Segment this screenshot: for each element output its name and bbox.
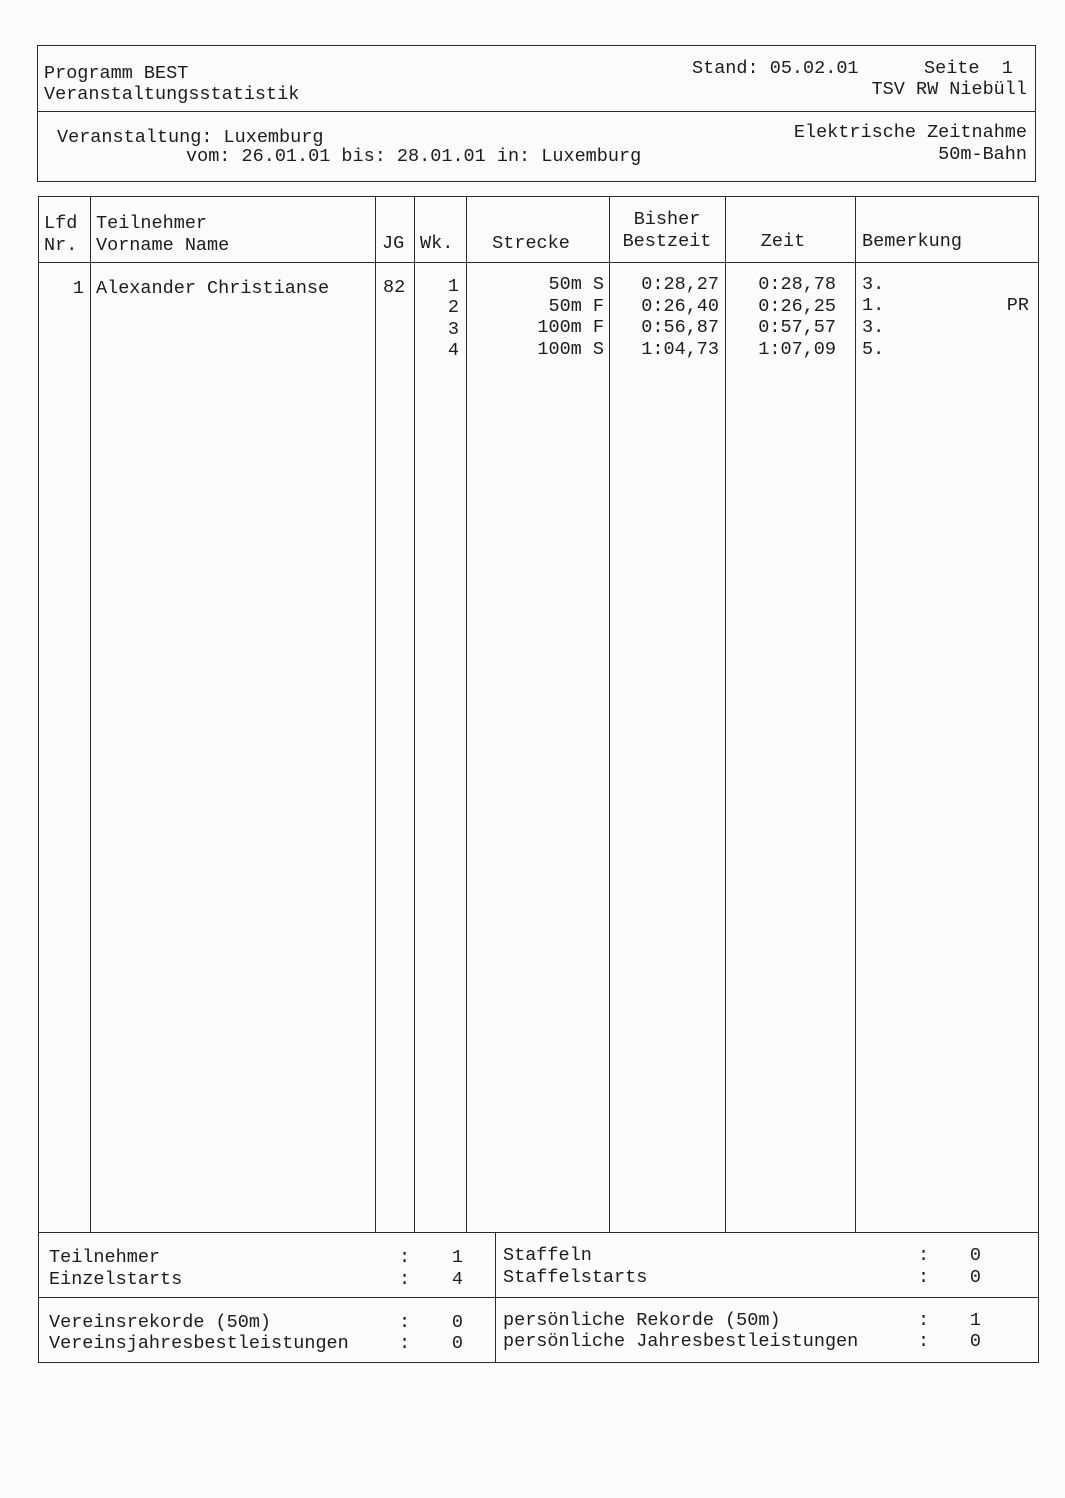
- col-sep-7: [855, 196, 856, 1232]
- event-name: Veranstaltung: Luxemburg: [57, 127, 324, 148]
- col-sep-6: [725, 196, 726, 1232]
- col-sep-5: [609, 196, 610, 1232]
- summary-divider: [38, 1297, 1039, 1298]
- summary-colon: :: [399, 1312, 411, 1333]
- col-strecke: Strecke: [492, 233, 570, 254]
- summary-pjb-label: persönliche Jahresbestleistungen: [503, 1331, 859, 1352]
- summary-staffelstarts-value: 0: [969, 1267, 981, 1288]
- start-platz: 3.: [862, 274, 885, 295]
- col-sep-2: [375, 196, 376, 1232]
- col-sep-1: [90, 196, 91, 1232]
- col-sep-3: [414, 196, 415, 1232]
- start-strecke: 50m F: [548, 296, 604, 317]
- summary-einzel-value: 4: [451, 1269, 463, 1290]
- program-name: Programm BEST: [44, 63, 189, 84]
- summary-pr-label: persönliche Rekorde (50m): [503, 1310, 781, 1331]
- report-title: Veranstaltungsstatistik: [44, 84, 300, 105]
- summary-staffeln-label: Staffeln: [503, 1245, 592, 1266]
- summary-vjb-label: Vereinsjahresbestleistungen: [49, 1333, 349, 1354]
- participant-name: Alexander Christianse: [96, 278, 330, 299]
- summary-colon: :: [918, 1331, 930, 1352]
- start-zeit: 0:26,25: [758, 296, 836, 317]
- summary-vereinsrekorde-value: 0: [451, 1312, 463, 1333]
- start-strecke: 100m S: [537, 339, 604, 360]
- page-number: Seite 1: [924, 58, 1013, 79]
- col-zeit: Zeit: [760, 231, 806, 252]
- start-strecke: 50m S: [548, 274, 604, 295]
- start-strecke: 100m F: [537, 317, 604, 338]
- participant-jg: 82: [383, 277, 406, 298]
- col-lfd-2: Nr.: [44, 235, 78, 256]
- pool-length: 50m-Bahn: [938, 144, 1027, 165]
- start-wk: 3: [447, 319, 459, 340]
- start-zeit: 1:07,09: [758, 339, 836, 360]
- summary-colon: :: [918, 1267, 930, 1288]
- summary-center-sep: [495, 1232, 496, 1363]
- start-bestzeit: 0:28,27: [641, 274, 719, 295]
- summary-staffeln-value: 0: [969, 1245, 981, 1266]
- start-pr-note: PR: [1006, 295, 1029, 316]
- summary-colon: :: [399, 1269, 411, 1290]
- col-bemerkung: Bemerkung: [862, 231, 962, 252]
- stand-date: Stand: 05.02.01: [692, 58, 859, 79]
- summary-staffelstarts-label: Staffelstarts: [503, 1267, 648, 1288]
- summary-vereinsrekorde-label: Vereinsrekorde (50m): [49, 1312, 272, 1333]
- start-platz: 1.: [862, 295, 885, 316]
- summary-pr-value: 1: [969, 1310, 981, 1331]
- col-bisher: Bisher: [633, 209, 701, 230]
- col-jg: JG: [382, 233, 405, 254]
- col-wk: Wk.: [420, 233, 454, 254]
- col-teilnehmer-1: Teilnehmer: [96, 213, 208, 234]
- col-bestzeit: Bestzeit: [622, 231, 712, 252]
- col-sep-4: [466, 196, 467, 1232]
- header-divider: [37, 111, 1036, 112]
- summary-pjb-value: 0: [969, 1331, 981, 1352]
- start-bestzeit: 0:26,40: [641, 296, 719, 317]
- start-zeit: 0:28,78: [758, 274, 836, 295]
- start-platz: 5.: [862, 339, 885, 360]
- start-bestzeit: 0:56,87: [641, 317, 719, 338]
- col-lfd-1: Lfd: [44, 213, 78, 234]
- summary-vjb-value: 0: [451, 1333, 463, 1354]
- summary-einzel-label: Einzelstarts: [49, 1269, 183, 1290]
- event-dates: vom: 26.01.01 bis: 28.01.01 in: Luxemburg: [186, 146, 642, 167]
- timing-type: Elektrische Zeitnahme: [793, 122, 1027, 143]
- participant-nr: 1: [72, 278, 84, 299]
- summary-colon: :: [918, 1310, 930, 1331]
- summary-teilnehmer-label: Teilnehmer: [49, 1247, 161, 1268]
- start-platz: 3.: [862, 317, 885, 338]
- results-table: [38, 196, 1039, 1363]
- start-wk: 2: [447, 297, 459, 318]
- start-wk: 1: [447, 276, 459, 297]
- table-header-divider: [38, 262, 1039, 263]
- start-wk: 4: [447, 340, 459, 361]
- col-teilnehmer-2: Vorname Name: [96, 235, 230, 256]
- summary-colon: :: [399, 1333, 411, 1354]
- summary-colon: :: [918, 1245, 930, 1266]
- summary-colon: :: [399, 1247, 411, 1268]
- start-zeit: 0:57,57: [758, 317, 836, 338]
- start-bestzeit: 1:04,73: [641, 339, 719, 360]
- club-name: TSV RW Niebüll: [871, 79, 1027, 100]
- summary-teilnehmer-value: 1: [451, 1247, 463, 1268]
- table-body-bottom: [38, 1232, 1039, 1233]
